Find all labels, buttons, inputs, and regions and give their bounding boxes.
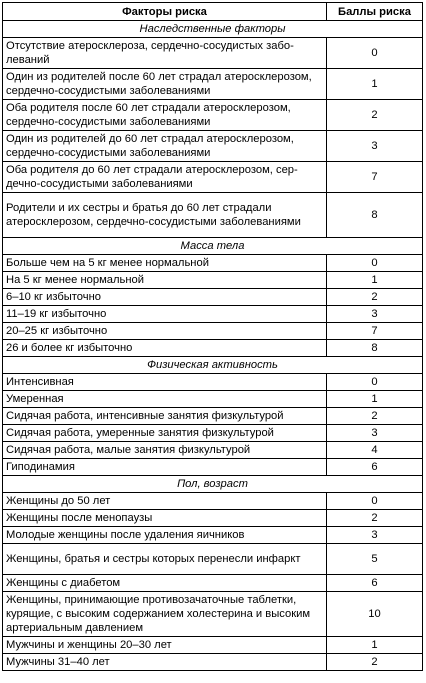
risk-score-cell: 1 — [327, 391, 423, 408]
risk-factor-cell: Мужчины 31–40 лет — [3, 654, 327, 671]
risk-factor-cell: Мужчины и женщины 20–30 лет — [3, 637, 327, 654]
risk-factor-cell: Женщины, братья и сестры которых перенесли инфаркт — [3, 544, 327, 575]
risk-factor-cell: Родители и их сестры и братья до 60 лет страдали атеросклерозом, сердечно-сосудистыми заболеваниями — [3, 193, 327, 238]
risk-factor-cell: На 5 кг менее нормальной — [3, 272, 327, 289]
risk-score-cell: 2 — [327, 510, 423, 527]
risk-score-cell: 6 — [327, 459, 423, 476]
risk-score-cell: 6 — [327, 575, 423, 592]
risk-factor-cell: Интенсивная — [3, 374, 327, 391]
risk-score-cell: 2 — [327, 100, 423, 131]
table-row — [3, 510, 423, 527]
risk-factor-cell: Оба родителя до 60 лет страдали атеросклерозом, сердечно-сосудистыми заболеваниями — [3, 162, 327, 193]
risk-factor-cell: Женщины с диабетом — [3, 575, 327, 592]
section-row — [3, 238, 423, 255]
risk-factor-cell: 11–19 кг избыточно — [3, 306, 327, 323]
table-row — [3, 289, 423, 306]
table-row — [3, 193, 423, 238]
risk-score-cell: 1 — [327, 272, 423, 289]
risk-score-cell: 3 — [327, 527, 423, 544]
table-row — [3, 408, 423, 425]
header-factor: Факторы риска — [3, 3, 327, 21]
table-row — [3, 425, 423, 442]
table-row — [3, 374, 423, 391]
section-row — [3, 476, 423, 493]
risk-score-cell: 2 — [327, 654, 423, 671]
header-row — [3, 3, 423, 21]
table-row — [3, 340, 423, 357]
section-title: Физическая активность — [3, 357, 423, 374]
risk-factor-cell: Молодые женщины после удаления яичников — [3, 527, 327, 544]
risk-factor-cell: Умеренная — [3, 391, 327, 408]
risk-factors-table — [2, 2, 423, 671]
table-body — [3, 21, 423, 671]
risk-score-cell: 2 — [327, 408, 423, 425]
header-score: Баллы риска — [327, 3, 423, 21]
table-row — [3, 493, 423, 510]
risk-score-cell: 0 — [327, 255, 423, 272]
table-row — [3, 592, 423, 637]
risk-factor-cell: Сидячая работа, малые занятия физкультурой — [3, 442, 327, 459]
risk-factor-cell: Женщины до 50 лет — [3, 493, 327, 510]
table-row — [3, 575, 423, 592]
risk-factor-cell: 20–25 кг избыточно — [3, 323, 327, 340]
risk-factor-cell: Женщины, принимающие противозачаточные таблетки, курящие, с высоким содержанием холестерина и высоким артериальным давлением — [3, 592, 327, 637]
table-row — [3, 255, 423, 272]
risk-score-cell: 3 — [327, 306, 423, 323]
risk-score-cell: 4 — [327, 442, 423, 459]
section-row — [3, 21, 423, 38]
risk-score-cell: 10 — [327, 592, 423, 637]
risk-factor-cell: Оба родителя после 60 лет страдали атеросклерозом, сердечно-сосудистыми заболеваниями — [3, 100, 327, 131]
table-row — [3, 442, 423, 459]
risk-score-cell: 7 — [327, 162, 423, 193]
table-row — [3, 38, 423, 69]
risk-factor-cell: Сидячая работа, интенсивные занятия физкультурой — [3, 408, 327, 425]
risk-score-cell: 3 — [327, 425, 423, 442]
risk-score-cell: 0 — [327, 493, 423, 510]
risk-score-cell: 7 — [327, 323, 423, 340]
risk-factor-cell: Гиподинамия — [3, 459, 327, 476]
risk-score-cell: 1 — [327, 637, 423, 654]
table-row — [3, 544, 423, 575]
table-row — [3, 637, 423, 654]
section-row — [3, 357, 423, 374]
risk-factor-cell: Сидячая работа, умеренные занятия физкультурой — [3, 425, 327, 442]
risk-score-cell: 8 — [327, 340, 423, 357]
table-row — [3, 527, 423, 544]
risk-score-cell: 1 — [327, 69, 423, 100]
risk-factor-cell: Женщины после менопаузы — [3, 510, 327, 527]
table-row — [3, 272, 423, 289]
risk-factor-cell: Больше чем на 5 кг менее нормальной — [3, 255, 327, 272]
table-row — [3, 306, 423, 323]
section-title: Наследственные факторы — [3, 21, 423, 38]
risk-factor-cell: 26 и более кг избыточно — [3, 340, 327, 357]
table-row — [3, 459, 423, 476]
table-row — [3, 654, 423, 671]
table-row — [3, 391, 423, 408]
risk-score-cell: 0 — [327, 374, 423, 391]
risk-factor-cell: Один из родителей после 60 лет страдал атеросклерозом, сердечно-сосудистыми заболеваниями — [3, 69, 327, 100]
risk-factor-cell: Отсутствие атеросклероза, сердечно-сосудистых заболеваний — [3, 38, 327, 69]
risk-score-cell: 3 — [327, 131, 423, 162]
table-row — [3, 131, 423, 162]
table-row — [3, 69, 423, 100]
table-row — [3, 323, 423, 340]
risk-score-cell: 0 — [327, 38, 423, 69]
risk-score-cell: 8 — [327, 193, 423, 238]
table-row — [3, 100, 423, 131]
risk-factor-cell: Один из родителей до 60 лет страдал атеросклерозом, сердечно-сосудистыми заболеваниями — [3, 131, 327, 162]
section-title: Масса тела — [3, 238, 423, 255]
risk-score-cell: 5 — [327, 544, 423, 575]
risk-factor-cell: 6–10 кг избыточно — [3, 289, 327, 306]
section-title: Пол, возраст — [3, 476, 423, 493]
risk-score-cell: 2 — [327, 289, 423, 306]
table-row — [3, 162, 423, 193]
table-header — [3, 3, 423, 21]
